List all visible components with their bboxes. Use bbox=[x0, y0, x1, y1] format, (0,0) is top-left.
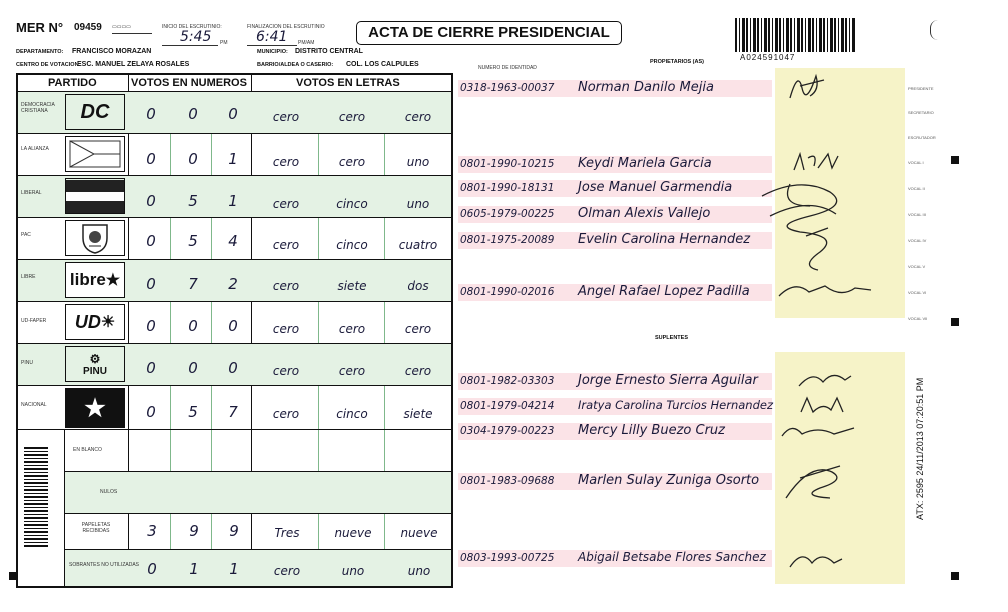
left-barcode bbox=[24, 447, 48, 547]
nacional-logo bbox=[65, 388, 125, 428]
member-dni: 0801-1975-20089 bbox=[460, 234, 555, 246]
suplente-name: Iratya Carolina Turcios Hernandez bbox=[578, 398, 773, 412]
word-digit: siete bbox=[403, 407, 433, 421]
party-row-pinu bbox=[18, 344, 451, 386]
num-digit: 5 bbox=[188, 403, 198, 421]
centro-label: CENTRO DE VOTACION: bbox=[16, 62, 81, 68]
numero-identidad-label: NUMERO DE IDENTIDAD bbox=[478, 65, 537, 71]
liberal-flag-logo bbox=[65, 178, 125, 214]
num-digit: 5 bbox=[188, 192, 198, 210]
propietarios-label: PROPIETARIOS (AS) bbox=[650, 59, 704, 65]
pac-logo bbox=[65, 220, 125, 256]
suplente-dni: 0801-1982-03303 bbox=[460, 375, 555, 387]
num-digit: 5 bbox=[188, 232, 198, 250]
fin-unit: PM/AM bbox=[298, 40, 315, 46]
num-digit: 0 bbox=[146, 192, 156, 210]
side-label: VOCAL II bbox=[908, 186, 925, 191]
word-digit: cero bbox=[272, 110, 300, 124]
party-row-alianza bbox=[18, 134, 451, 176]
centro-value: ESC. MANUEL ZELAYA ROSALES bbox=[77, 61, 190, 68]
word-digit: nueve bbox=[334, 526, 372, 540]
liberal-flag-red-band bbox=[66, 201, 124, 213]
suplente-dni: 0801-1983-09688 bbox=[460, 475, 555, 487]
party-row-ud bbox=[18, 302, 451, 344]
inicio-unit: PM bbox=[220, 40, 228, 46]
word-digit: cero bbox=[272, 238, 300, 252]
num-digit: 1 bbox=[228, 150, 238, 168]
star-icon: ★ bbox=[105, 272, 121, 289]
inicio-time: 5:45 bbox=[180, 29, 212, 45]
sun-icon: ☀ bbox=[100, 314, 116, 331]
small-emblem: ▭▭▭▭ bbox=[112, 24, 152, 34]
num-digit: 1 bbox=[189, 560, 199, 578]
side-label: VOCAL VII bbox=[908, 316, 928, 321]
word-digit: cero bbox=[338, 322, 366, 336]
pac-shield-icon bbox=[77, 222, 113, 254]
nulos-label: NULOS bbox=[100, 489, 118, 495]
suplentes-label: SUPLENTES bbox=[655, 335, 689, 341]
vertical-timestamp: ATX: 2595 24/11/2013 07:20:51 PM bbox=[915, 377, 925, 520]
num-digit: 3 bbox=[147, 522, 157, 540]
num-digit: 4 bbox=[228, 232, 238, 250]
num-digit: 0 bbox=[146, 275, 156, 293]
registration-mark bbox=[951, 156, 959, 164]
num-digit: 9 bbox=[189, 522, 199, 540]
party-row-pac bbox=[18, 218, 451, 260]
table-header bbox=[18, 75, 451, 92]
word-digit: cero bbox=[272, 322, 300, 336]
word-digit: cero bbox=[404, 364, 432, 378]
side-label: VOCAL I bbox=[908, 160, 924, 165]
num-digit: 7 bbox=[228, 403, 238, 421]
num-digit: 0 bbox=[146, 105, 156, 123]
party-name: LIBRE bbox=[21, 274, 36, 280]
word-digit: cinco bbox=[336, 238, 368, 252]
departamento-value: FRANCISCO MORAZAN bbox=[72, 48, 152, 55]
signature-scribble bbox=[740, 176, 860, 272]
mer-number: 09459 bbox=[74, 22, 102, 33]
municipio-value: DISTRITO CENTRAL bbox=[295, 48, 363, 55]
sobrantes-row bbox=[64, 550, 451, 586]
suplente-dni: 0801-1979-04214 bbox=[460, 400, 555, 412]
blancos-row bbox=[64, 430, 451, 472]
word-digit: cero bbox=[272, 197, 300, 211]
alianza-flag-icon bbox=[68, 139, 122, 169]
municipio-label: MUNICIPIO: bbox=[257, 49, 288, 55]
registration-mark bbox=[9, 572, 17, 580]
party-row-dc bbox=[18, 92, 451, 134]
party-row-libre bbox=[18, 260, 451, 302]
word-digit: cero bbox=[338, 110, 366, 124]
word-digit: uno bbox=[341, 564, 365, 578]
member-dni: 0318-1963-00037 bbox=[460, 82, 555, 94]
barcode-top bbox=[735, 18, 855, 52]
fin-underline bbox=[247, 45, 297, 46]
word-digit: uno bbox=[407, 564, 431, 578]
side-label: SECRETARIO bbox=[908, 110, 934, 115]
barrio-value: COL. LOS CALPULES bbox=[346, 61, 419, 68]
member-name: Jose Manuel Garmendia bbox=[578, 180, 733, 195]
word-digit: cero bbox=[272, 279, 300, 293]
suplente-name: Abigail Betsabe Flores Sanchez bbox=[578, 550, 766, 564]
col-numeros-header: VOTOS EN NUMEROS bbox=[131, 77, 247, 89]
member-name: Keydi Mariela Garcia bbox=[578, 156, 712, 171]
num-digit: 0 bbox=[188, 150, 198, 168]
pinu-symbol-icon: ⚙ bbox=[89, 351, 101, 366]
fin-label: FINALIZACION DEL ESCRUTINIO bbox=[247, 24, 325, 30]
departamento-label: DEPARTAMENTO: bbox=[16, 49, 64, 55]
member-dni: 0801-1990-10215 bbox=[460, 158, 555, 170]
num-digit: 0 bbox=[146, 359, 156, 377]
member-name: Angel Rafael Lopez Padilla bbox=[578, 284, 750, 299]
signature-scribble bbox=[795, 366, 855, 392]
pinu-logo bbox=[65, 346, 125, 382]
party-name: LIBERAL bbox=[21, 190, 42, 196]
dc-logo: DC bbox=[65, 94, 125, 130]
num-digit: 0 bbox=[188, 317, 198, 335]
side-label: VOCAL IV bbox=[908, 238, 927, 243]
num-digit: 1 bbox=[228, 192, 238, 210]
inicio-label: INICIO DEL ESCRUTINIO: bbox=[162, 24, 222, 30]
party-name: LA ALIANZA bbox=[21, 146, 49, 152]
num-digit: 0 bbox=[228, 105, 238, 123]
libre-logo bbox=[65, 262, 125, 298]
barrio-label: BARRIO/ALDEA O CASERIO: bbox=[257, 62, 334, 68]
word-digit: cuatro bbox=[398, 238, 438, 252]
party-row-liberal bbox=[18, 176, 451, 218]
col-letras-header: VOTOS EN LETRAS bbox=[296, 77, 400, 89]
signature-scribble bbox=[786, 545, 846, 573]
registration-mark bbox=[951, 318, 959, 326]
side-label: VOCAL V bbox=[908, 264, 926, 269]
num-digit: 0 bbox=[146, 403, 156, 421]
pinu-logo-text: PINU bbox=[83, 365, 107, 377]
signature-scribble bbox=[775, 278, 875, 302]
side-label: PRESIDENTE bbox=[908, 86, 934, 91]
word-digit: nueve bbox=[400, 526, 438, 540]
sobrantes-label: SOBRANTES NO UTILIZADAS bbox=[69, 562, 140, 568]
num-digit: 7 bbox=[188, 275, 198, 293]
suplente-name: Marlen Sulay Zuniga Osorto bbox=[578, 473, 760, 488]
num-digit: 2 bbox=[228, 275, 238, 293]
num-digit: 0 bbox=[228, 359, 238, 377]
num-digit: 0 bbox=[147, 560, 157, 578]
side-label: VOCAL VI bbox=[908, 290, 927, 295]
blancos-label: EN BLANCO bbox=[73, 447, 102, 453]
liberal-flag-white-band bbox=[66, 192, 124, 201]
word-digit: siete bbox=[337, 279, 367, 293]
signature-scribble bbox=[780, 458, 850, 504]
word-digit: dos bbox=[407, 279, 429, 293]
word-digit: cero bbox=[273, 564, 301, 578]
signature-scribble bbox=[788, 148, 848, 178]
suplente-dni: 0803-1993-00725 bbox=[460, 552, 555, 564]
suplente-name: Mercy Lilly Buezo Cruz bbox=[578, 423, 725, 438]
col-partido-header: PARTIDO bbox=[48, 77, 97, 89]
num-digit: 0 bbox=[146, 317, 156, 335]
party-name: NACIONAL bbox=[21, 402, 47, 408]
liberal-flag-red-band bbox=[66, 180, 124, 192]
mer-label: MER N° bbox=[16, 20, 64, 35]
document-title: ACTA DE CIERRE PRESIDENCIAL bbox=[356, 21, 622, 45]
ud-logo-text: UD bbox=[74, 311, 101, 332]
num-digit: 1 bbox=[229, 560, 239, 578]
num-digit: 0 bbox=[188, 359, 198, 377]
member-name: Norman Danilo Mejia bbox=[578, 80, 714, 95]
suplente-name: Jorge Ernesto Sierra Aguilar bbox=[578, 373, 758, 388]
word-digit: cero bbox=[404, 322, 432, 336]
libre-logo-text: libre bbox=[69, 270, 106, 289]
member-dni: 0605-1979-00225 bbox=[460, 208, 555, 220]
party-name: UD-FAPER bbox=[21, 318, 47, 324]
member-name: Evelin Carolina Hernandez bbox=[578, 232, 751, 247]
nulos-row bbox=[64, 472, 451, 514]
party-name: PINU bbox=[21, 360, 33, 366]
word-digit: cero bbox=[272, 364, 300, 378]
papeletas-row bbox=[64, 514, 451, 550]
word-digit: cero bbox=[272, 407, 300, 421]
suplente-dni: 0304-1979-00223 bbox=[460, 425, 555, 437]
num-digit: 0 bbox=[188, 105, 198, 123]
word-digit: cero bbox=[338, 155, 366, 169]
side-label: ESCRUTADOR bbox=[908, 135, 936, 140]
num-digit: 0 bbox=[146, 150, 156, 168]
votes-table bbox=[16, 73, 453, 588]
num-digit: 0 bbox=[228, 317, 238, 335]
side-label: VOCAL III bbox=[908, 212, 926, 217]
inicio-underline bbox=[162, 45, 218, 46]
word-digit: cero bbox=[272, 155, 300, 169]
party-row-nacional bbox=[18, 386, 451, 430]
word-digit: cero bbox=[404, 110, 432, 124]
word-digit: cinco bbox=[336, 197, 368, 211]
party-name: DEMOCRACIA CRISTIANA bbox=[21, 102, 55, 114]
party-name: PAC bbox=[21, 232, 31, 238]
word-digit: Tres bbox=[274, 526, 300, 540]
member-dni: 0801-1990-18131 bbox=[460, 182, 555, 194]
fin-time: 6:41 bbox=[256, 29, 288, 45]
barcode-top-number: A024591047 bbox=[740, 53, 796, 62]
signature-scribble bbox=[780, 68, 840, 104]
alianza-flag-logo bbox=[65, 136, 125, 172]
member-dni: 0801-1990-02016 bbox=[460, 286, 555, 298]
signature-scribble bbox=[778, 418, 858, 444]
ud-logo bbox=[65, 304, 125, 340]
num-digit: 9 bbox=[229, 522, 239, 540]
word-digit: cinco bbox=[336, 407, 368, 421]
word-digit: uno bbox=[406, 197, 430, 211]
signature-scribble bbox=[795, 392, 855, 418]
word-digit: uno bbox=[406, 155, 430, 169]
registration-mark bbox=[951, 572, 959, 580]
star-icon: ★ bbox=[84, 394, 106, 422]
num-digit: 0 bbox=[146, 232, 156, 250]
member-name: Olman Alexis Vallejo bbox=[578, 206, 711, 221]
corner-mark bbox=[930, 20, 942, 40]
word-digit: cero bbox=[338, 364, 366, 378]
papeletas-label: PAPELETAS RECIBIDAS bbox=[81, 522, 111, 534]
